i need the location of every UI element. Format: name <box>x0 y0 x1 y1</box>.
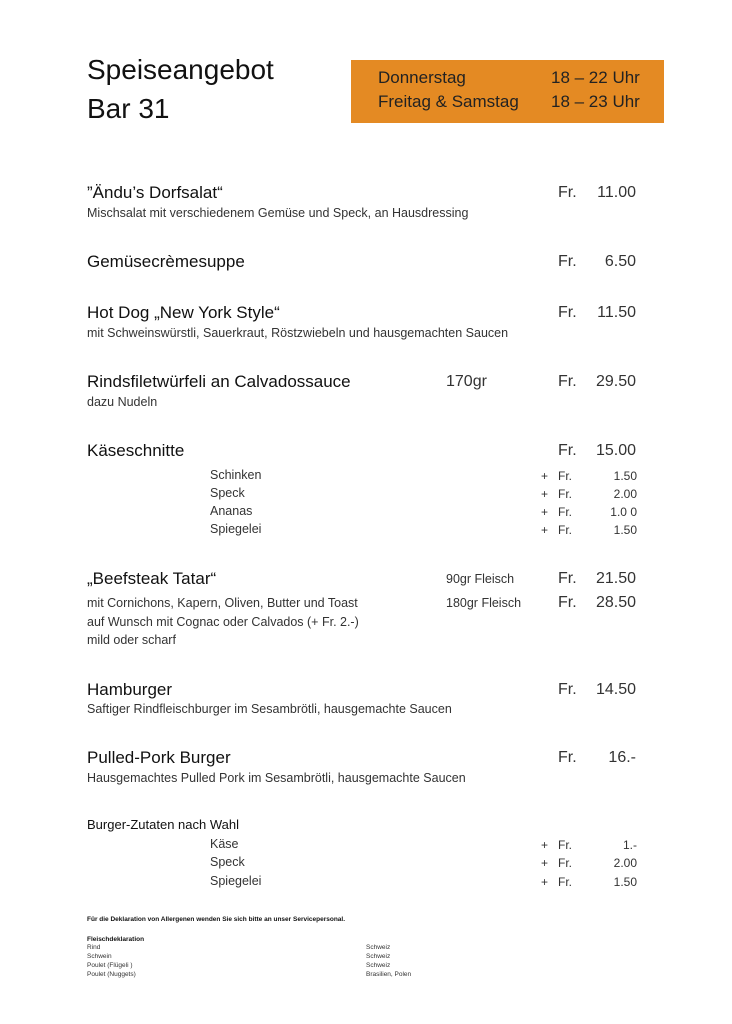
page-title-line1: Speiseangebot <box>87 54 274 85</box>
extra-plus: + <box>541 838 549 852</box>
currency-label: Fr. <box>558 749 577 766</box>
hours-days: Freitag & Samstag <box>378 92 519 111</box>
extra-name: Spiegelei <box>210 522 262 536</box>
currency-label: Fr. <box>558 570 577 587</box>
dish-quantity: 90gr Fleisch <box>446 572 515 586</box>
dish-price: 14.50 <box>595 681 636 698</box>
currency-label: Fr. <box>558 184 577 201</box>
dish-price: 28.50 <box>595 594 636 611</box>
extra-name: Speck <box>210 486 245 500</box>
extra-plus: + <box>541 856 549 870</box>
dish-description: mit Cornichons, Kapern, Oliven, Butter und Toast <box>87 596 358 610</box>
extra-currency: Fr. <box>558 487 572 501</box>
meat-type: Poulet (Nuggets) <box>87 971 136 978</box>
extra-price: 2.00 <box>613 856 637 870</box>
meat-declaration-heading: Fleischdeklaration <box>87 936 145 943</box>
dish-description: Mischsalat mit verschiedenem Gemüse und Speck, an Hausdressing <box>87 206 469 220</box>
dish-description: Hausgemachtes Pulled Pork im Sesambrötli, hausgemachte Saucen <box>87 771 466 785</box>
meat-origin: Schweiz <box>366 953 391 960</box>
meat-type: Rind <box>87 944 101 951</box>
dish-price: 16.- <box>608 749 636 766</box>
extra-plus: + <box>541 505 549 519</box>
extra-plus: + <box>541 469 549 483</box>
dish-description: mit Schweinswürstli, Sauerkraut, Röstzwiebeln und hausgemachten Saucen <box>87 326 509 340</box>
dish-name: Hamburger <box>87 680 173 699</box>
hours-time: 18 – 23 Uhr <box>551 92 640 111</box>
dish-name: ”Ändu’s Dorfsalat“ <box>87 183 223 202</box>
extra-name: Käse <box>210 837 239 851</box>
dish-description: mild oder scharf <box>87 633 176 647</box>
extra-price: 1.- <box>622 838 637 852</box>
extra-plus: + <box>541 875 549 889</box>
meat-origin: Brasilien, Polen <box>366 971 412 978</box>
extra-price: 1.50 <box>613 469 637 483</box>
opening-hours-box <box>351 60 664 123</box>
extra-currency: Fr. <box>558 469 572 483</box>
dish-price: 11.50 <box>597 304 636 321</box>
dish-quantity: 180gr Fleisch <box>446 596 522 610</box>
extra-plus: + <box>541 487 549 501</box>
extra-plus: + <box>541 523 549 537</box>
extra-price: 1.50 <box>613 875 637 889</box>
extra-name: Schinken <box>210 468 262 482</box>
extra-name: Ananas <box>210 504 253 518</box>
meat-origin: Schweiz <box>366 962 391 969</box>
dish-description: Saftiger Rindfleischburger im Sesambrötli, hausgemachte Saucen <box>87 702 452 716</box>
dish-price: 21.50 <box>595 570 636 587</box>
meat-origin: Schweiz <box>366 944 391 951</box>
extra-price: 2.00 <box>613 487 637 501</box>
page-title-line2: Bar 31 <box>87 93 170 124</box>
dish-price: 11.00 <box>597 184 636 201</box>
dish-name: Hot Dog „New York Style“ <box>87 303 280 322</box>
dish-name: Pulled-Pork Burger <box>87 748 231 767</box>
dish-quantity: 170gr <box>446 373 487 390</box>
dish-name: Gemüsecrèmesuppe <box>87 252 245 271</box>
hours-time: 18 – 22 Uhr <box>551 68 640 87</box>
meat-type: Schwein <box>87 953 112 960</box>
meat-type: Poulet (Flügeli ) <box>87 962 133 969</box>
dish-name: Käseschnitte <box>87 441 185 460</box>
extra-name: Speck <box>210 855 245 869</box>
extra-currency: Fr. <box>558 523 572 537</box>
dish-description: auf Wunsch mit Cognac oder Calvados (+ Fr. 2.-) <box>87 615 359 629</box>
dish-name: Rindsfiletwürfeli an Calvadossauce <box>87 372 351 391</box>
extra-price: 1.50 <box>613 523 637 537</box>
dish-name: „Beefsteak Tatar“ <box>87 569 217 588</box>
dish-description: dazu Nudeln <box>87 395 158 409</box>
hours-days: Donnerstag <box>378 68 466 87</box>
extra-price: 1.0 0 <box>610 505 637 519</box>
currency-label: Fr. <box>558 373 577 390</box>
currency-label: Fr. <box>558 253 577 270</box>
extra-currency: Fr. <box>558 856 572 870</box>
dish-price: 15.00 <box>595 442 636 459</box>
currency-label: Fr. <box>558 681 577 698</box>
extra-currency: Fr. <box>558 838 572 852</box>
currency-label: Fr. <box>558 304 577 321</box>
extra-currency: Fr. <box>558 505 572 519</box>
burger-extras-heading: Burger-Zutaten nach Wahl <box>87 817 239 832</box>
allergen-note: Für die Deklaration von Allergenen wenden Sie sich bitte an unser Servicepersonal. <box>87 916 346 923</box>
extra-name: Spiegelei <box>210 874 262 888</box>
dish-price: 29.50 <box>595 373 636 390</box>
extra-currency: Fr. <box>558 875 572 889</box>
dish-price: 6.50 <box>604 253 636 270</box>
currency-label: Fr. <box>558 594 577 611</box>
currency-label: Fr. <box>558 442 577 459</box>
